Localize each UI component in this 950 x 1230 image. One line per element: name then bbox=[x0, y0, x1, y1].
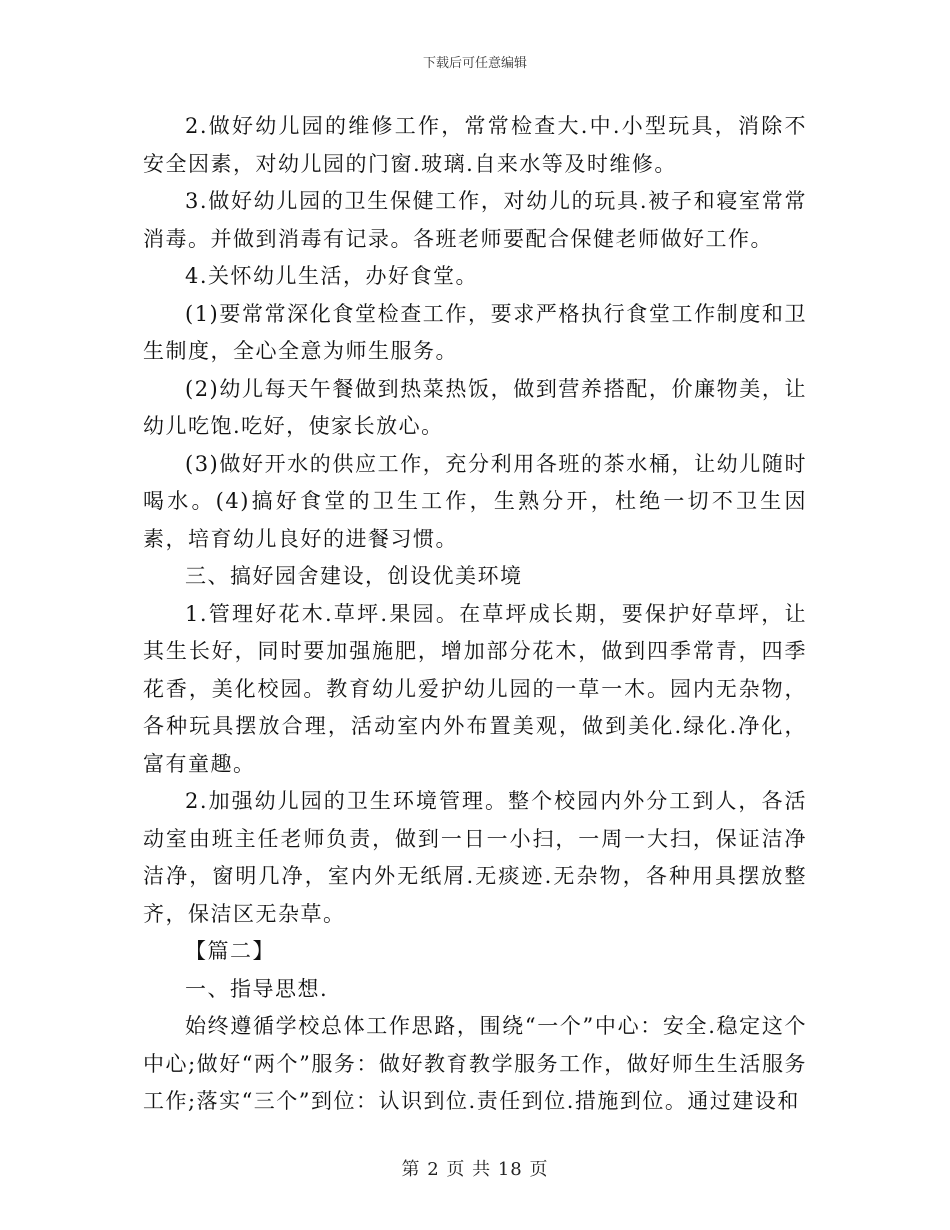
page-header: 下载后可任意编辑 bbox=[422, 56, 527, 71]
paragraph-lunch: (2)幼儿每天午餐做到热菜热饭，做到营养搭配，价廉物美，让幼儿吃饱.吃好，使家长放心。 bbox=[143, 376, 807, 438]
section-heading-guiding-ideology: 一、指导思想. bbox=[185, 976, 329, 1001]
paragraph-environment-management: 2.加强幼儿园的卫生环境管理。整个校园内外分工到人，各活动室由班主任老师负责，做到一日一小扫，一周一大扫，保证洁净洁净，窗明几净，室内外无纸屑.无痰迹.无杂物，各种用具摆放整齐，保洁区无杂草。 bbox=[143, 789, 807, 926]
page-number-footer: 第 2 页 共 18 页 bbox=[401, 1159, 549, 1180]
part-heading: 【篇二】 bbox=[185, 939, 275, 963]
paragraph-hygiene: 3.做好幼儿园的卫生保健工作，对幼儿的玩具.被子和寝室常常消毒。并做到消毒有记录。各班老师要配合保健老师做好工作。 bbox=[143, 189, 807, 251]
section-heading-environment: 三、搞好园舍建设，创设优美环境 bbox=[185, 564, 523, 588]
paragraph-guiding-ideology: 始终遵循学校总体工作思路，围绕“一个”中心：安全.稳定这个中心;做好“两个”服务：做好教育教学服务工作，做好师生生活服务工作;落实“三个”到位：认识到位.责任到位.措施到位。通过建设和 bbox=[143, 1014, 807, 1113]
paragraph-maintenance: 2.做好幼儿园的维修工作，常常检查大.中.小型玩具，消除不安全因素，对幼儿园的门窗.玻璃.自来水等及时维修。 bbox=[143, 114, 807, 176]
paragraph-greenery: 1.管理好花木.草坪.果园。在草坪成长期，要保护好草坪，让其生长好，同时要加强施肥，增加部分花木，做到四季常青，四季花香，美化校园。教育幼儿爱护幼儿园的一草一木。园内无杂物，各种玩具摆放合理，活动室内外布置美观，做到美化.绿化.净化，富有童趣。 bbox=[143, 601, 807, 776]
document-body bbox=[143, 108, 807, 1121]
paragraph-canteen-heading: 4.关怀幼儿生活，办好食堂。 bbox=[185, 264, 479, 288]
paragraph-water-supply: (3)做好开水的供应工作，充分利用各班的茶水桶，让幼儿随时喝水。(4)搞好食堂的卫生工作，生熟分开，杜绝一切不卫生因素，培育幼儿良好的进餐习惯。 bbox=[143, 451, 807, 551]
paragraph-canteen-inspection: (1)要常常深化食堂检查工作，要求严格执行食堂工作制度和卫生制度，全心全意为师生服务。 bbox=[143, 301, 807, 363]
